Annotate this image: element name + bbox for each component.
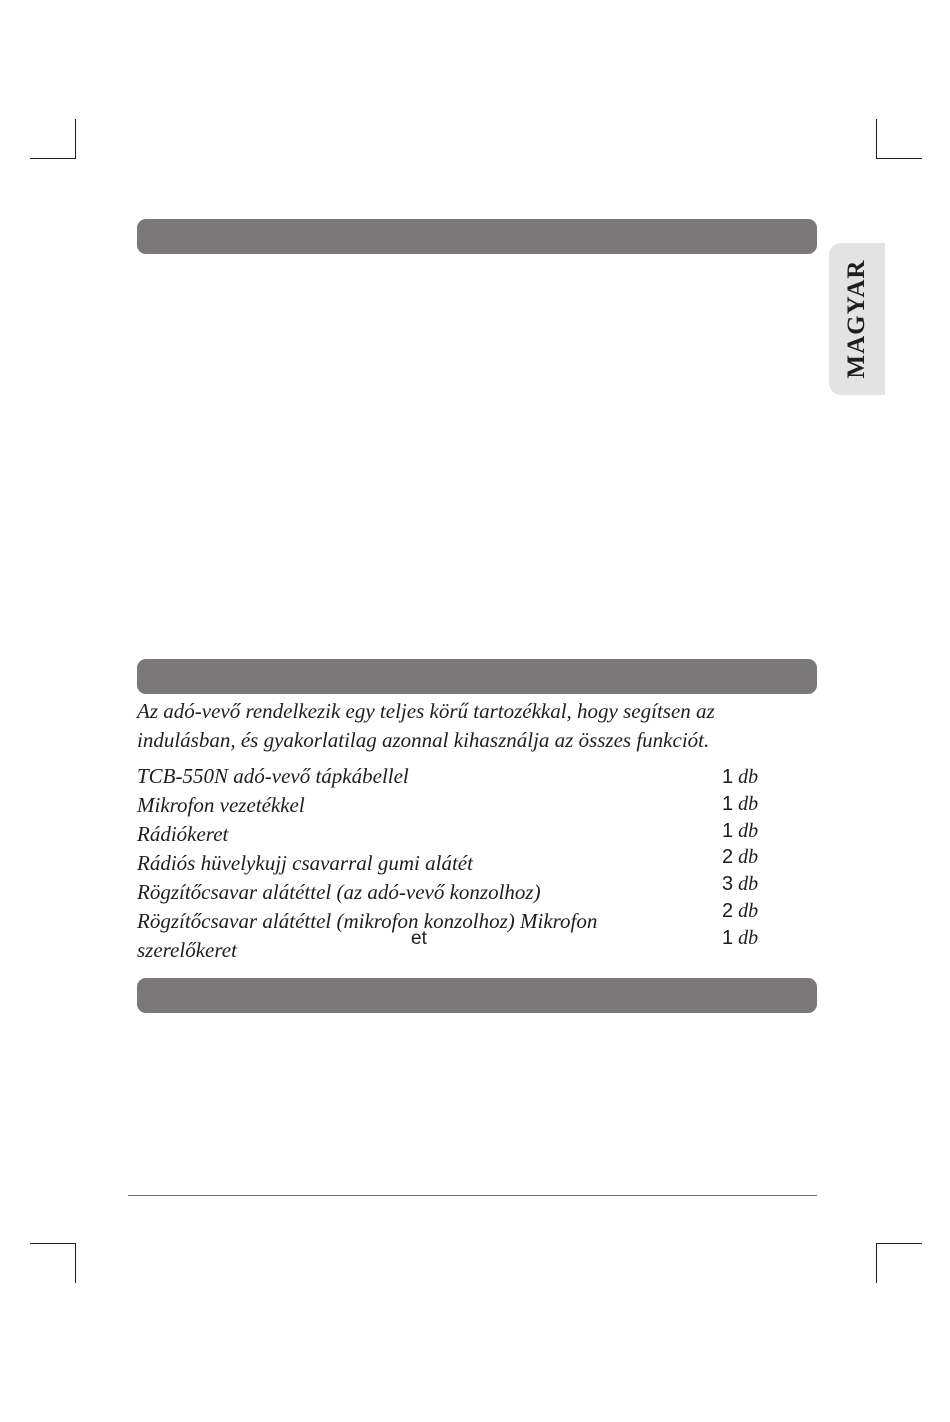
crop-mark-top-left-h: [30, 158, 76, 159]
language-tab-label: MAGYAR: [843, 259, 870, 379]
list-item: Mikrofon vezetékkel: [137, 793, 305, 817]
quantity-entry: 3 db: [722, 873, 759, 896]
list-item: Rögzítőcsavar alátéttel (az adó-vevő konzolhoz): [137, 880, 541, 904]
accessory-list: [137, 762, 657, 965]
section-header-bar-3: [137, 978, 817, 1013]
list-item: Rádiós hüvelykujj csavarral gumi alátét: [137, 851, 473, 875]
stray-text-fragment: et: [411, 928, 427, 949]
language-side-tab: [829, 243, 885, 395]
list-item: szerelőkeret: [137, 938, 237, 962]
crop-mark-bottom-right-v: [876, 1243, 877, 1283]
quantity-entry: 1 db: [722, 766, 759, 788]
footer-divider: [128, 1195, 817, 1196]
crop-mark-top-left-v: [75, 119, 76, 159]
list-item: Rögzítőcsavar alátéttel (mikrofon konzolhoz) Mikrofon: [137, 909, 598, 933]
quantity-entry: 1 db: [722, 819, 759, 842]
quantity-entry: 1 db: [722, 926, 759, 949]
quantity-entry: 1 db: [722, 792, 759, 815]
crop-mark-bottom-right-h: [876, 1243, 922, 1244]
list-item: TCB-550N adó-vevő tápkábellel: [137, 764, 409, 788]
section-header-bar-2: [137, 659, 817, 694]
crop-mark-top-right-v: [876, 119, 877, 159]
crop-mark-top-right-h: [876, 158, 922, 159]
crop-mark-bottom-left-h: [30, 1243, 76, 1244]
section-header-bar-1: [137, 219, 817, 254]
quantity-entry: 2 db: [722, 846, 759, 869]
quantity-list: [722, 764, 782, 952]
crop-mark-bottom-left-v: [75, 1243, 76, 1283]
intro-paragraph: Az adó-vevő rendelkezik egy teljes körű tartozékkal, hogy segítsen az indulásban, és gyakorlatilag azonnal kihasználja az összes funkciót.: [137, 699, 715, 752]
quantity-entry: 2 db: [722, 899, 759, 922]
list-item: Rádiókeret: [137, 822, 229, 846]
